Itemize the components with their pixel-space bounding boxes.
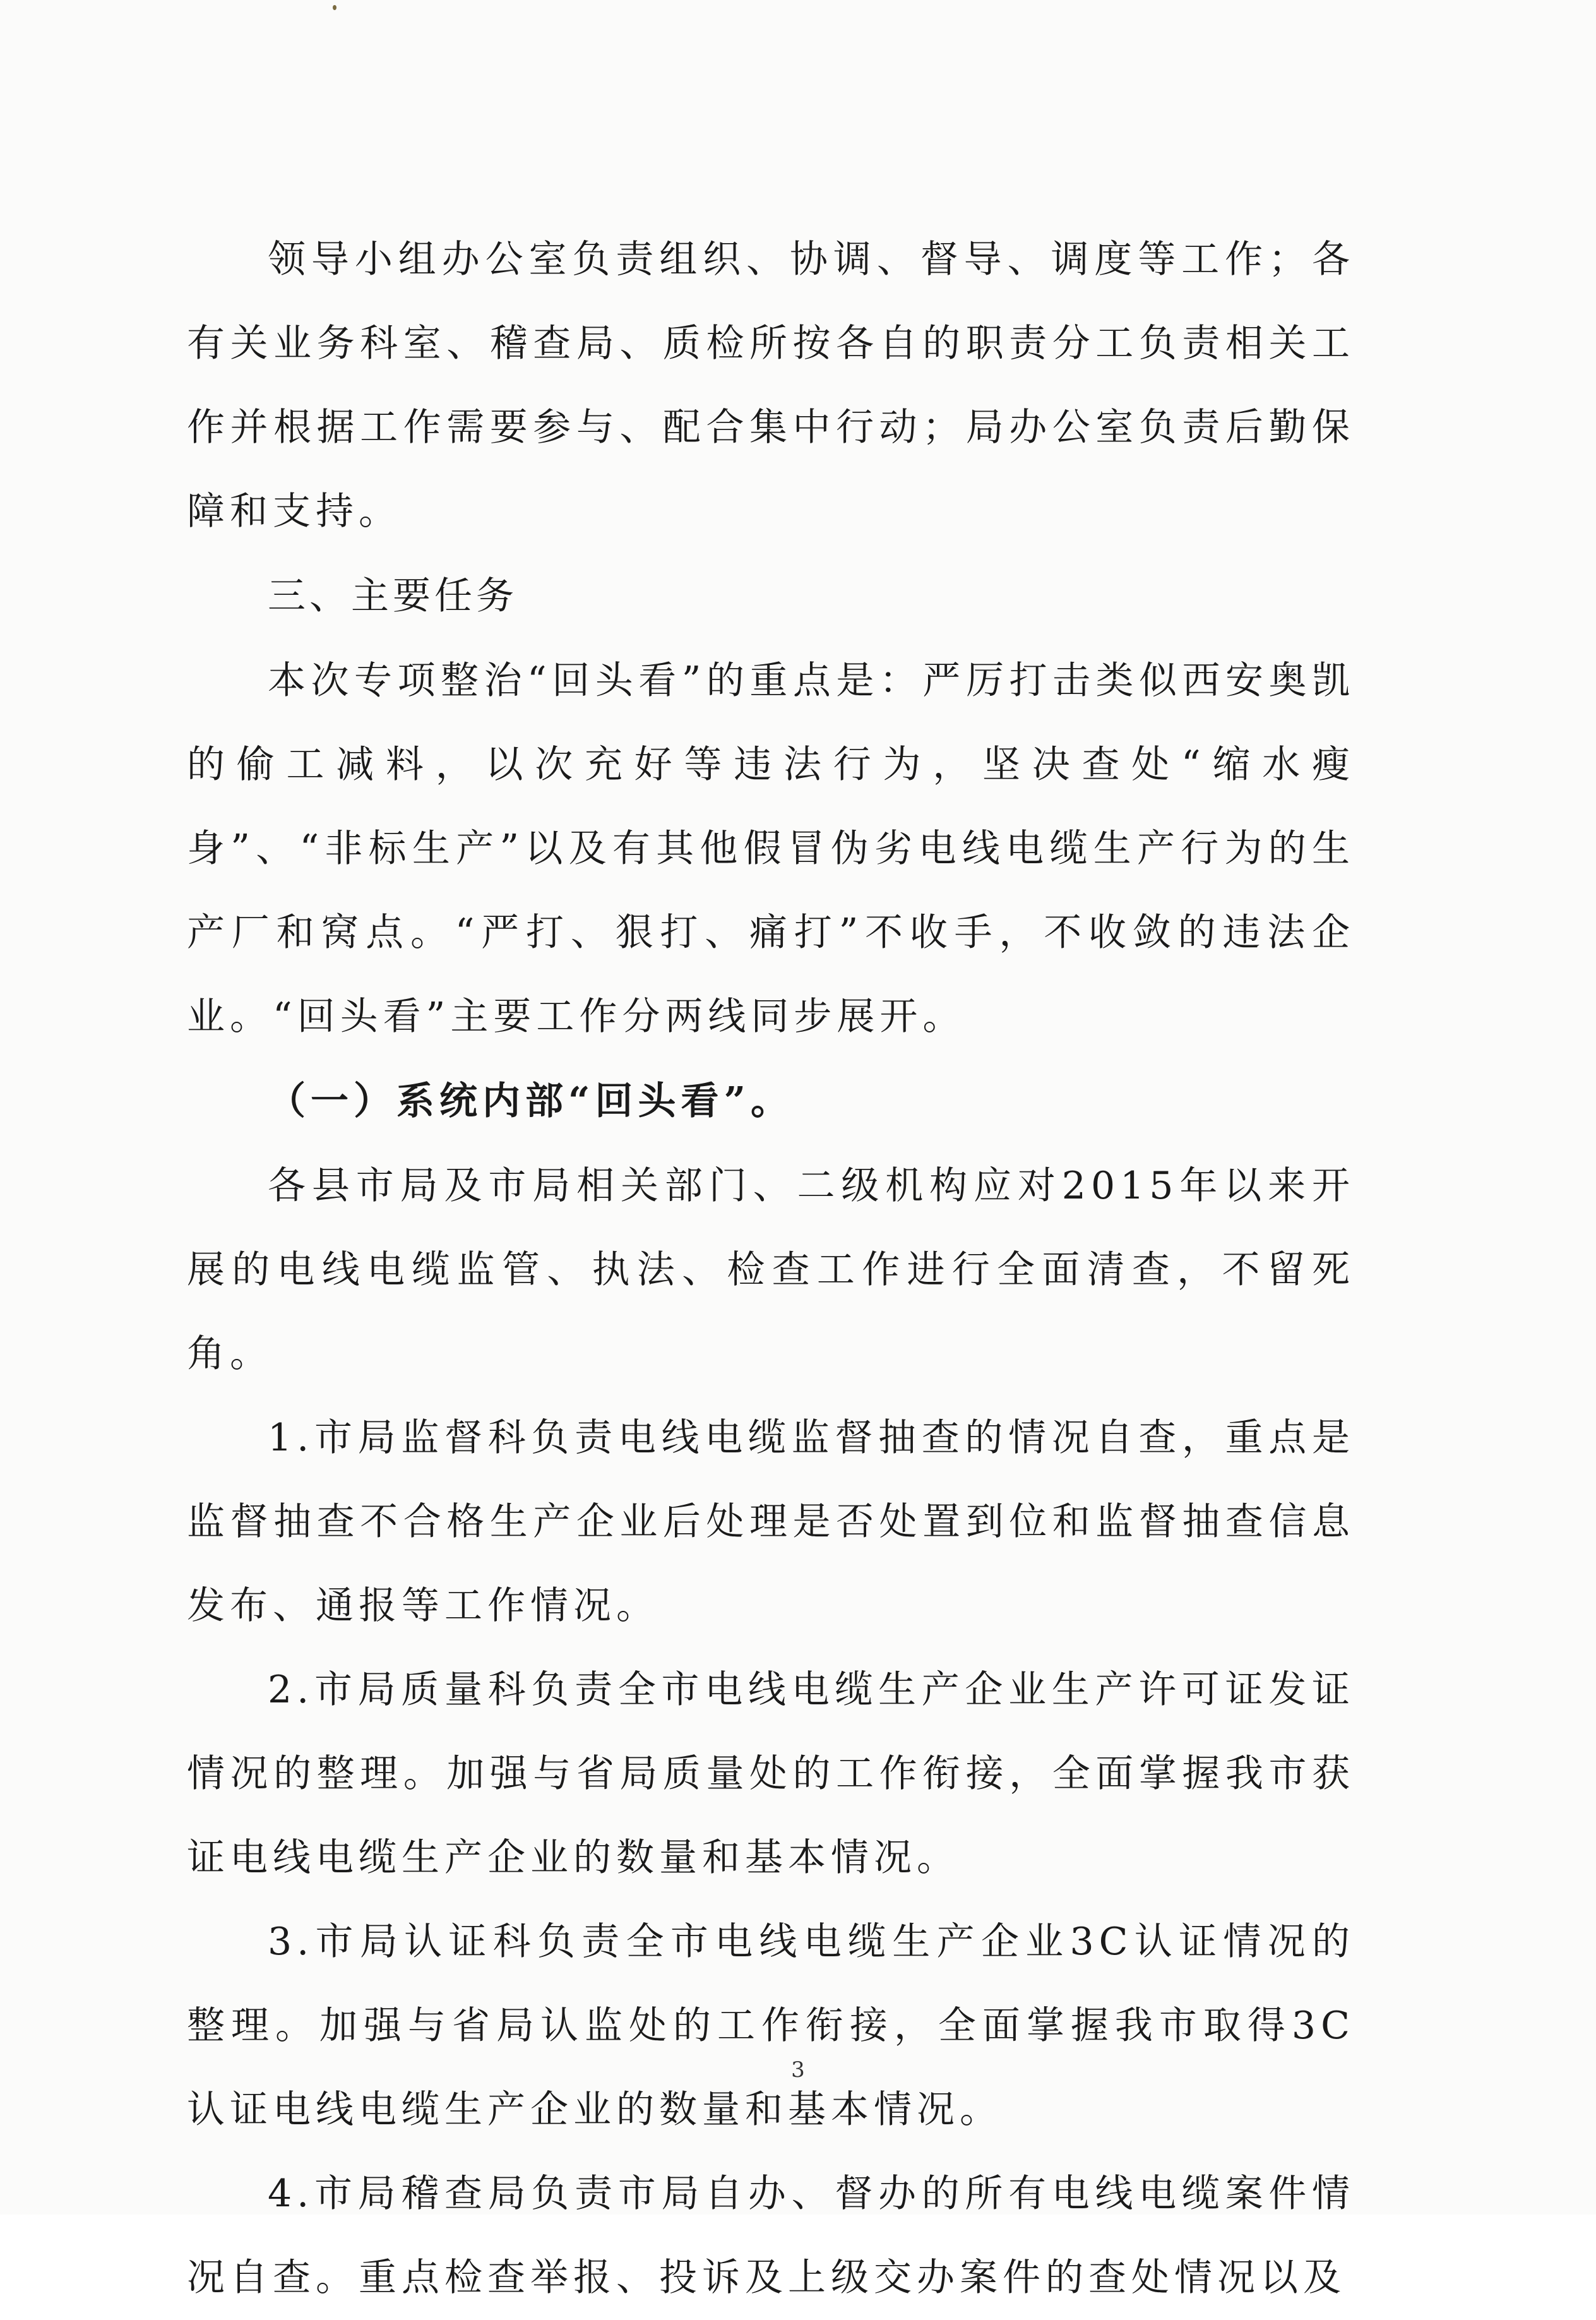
paragraph-office-duties: 领导小组办公室负责组织、协调、督导、调度等工作；各有关业务科室、稽查局、质检所按各自的职责分工负责相关工作并根据工作需要参与、配合集中行动；局办公室负责后勤保障和支持。 (187, 237, 1355, 534)
paragraph-internal-review-scope: 各县市局及市局相关部门、二级机构应对2015年以来开展的电线电缆监管、执法、检查工作进行全面清查，不留死角。 (187, 1164, 1355, 1376)
subsection-heading-internal-review: （一）系统内部“回头看”。 (268, 1079, 794, 1123)
section-heading-main-tasks: 三、主要任务 (268, 574, 518, 618)
document-body (187, 218, 1355, 2320)
paragraph-item-1-supervision: 1.市局监督科负责电线电缆监督抽查的情况自查，重点是监督抽查不合格生产企业后处理是否处置到位和监督抽查信息发布、通报等工作情况。 (187, 1416, 1355, 1628)
paragraph-item-4-inspection: 4.市局稽查局负责市局自办、督办的所有电线电缆案件情况自查。重点检查举报、投诉及上级交办案件的查处情况以及 (187, 2172, 1355, 2300)
paragraph-item-3-certification: 3.市局认证科负责全市电线电缆生产企业3C认证情况的整理。加强与省局认监处的工作衔接，全面掌握我市取得3C认证电线电缆生产企业的数量和基本情况。 (187, 1920, 1355, 2132)
scan-speck (333, 5, 336, 10)
paragraph-review-focus: 本次专项整治“回头看”的重点是：严厉打击类似西安奥凯的偷工减料，以次充好等违法行为，坚决查处“缩水瘦身”、“非标生产”以及有其他假冒伪劣电线电缆生产行为的生产厂和窝点。“严打、狠打、痛打”不收手，不收敛的违法企业。“回头看”主要工作分两线同步展开。 (187, 659, 1355, 1039)
page-number: 3 (791, 2057, 805, 2083)
paragraph-item-2-quality: 2.市局质量科负责全市电线电缆生产企业生产许可证发证情况的整理。加强与省局质量处的工作衔接，全面掌握我市获证电线电缆生产企业的数量和基本情况。 (187, 1668, 1355, 1880)
